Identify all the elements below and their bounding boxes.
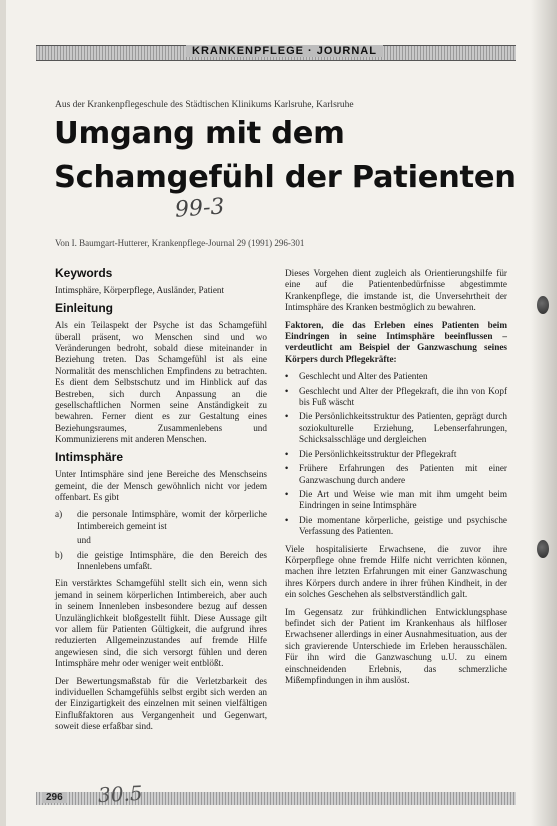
keywords-heading: Keywords bbox=[55, 266, 113, 280]
list-item bbox=[55, 550, 267, 573]
list-item bbox=[55, 535, 267, 546]
list-item bbox=[55, 509, 267, 532]
page-edge bbox=[0, 0, 6, 826]
title-line-2: Schamgefühl der Patienten bbox=[54, 160, 516, 195]
keywords-text: Intimsphäre, Körperpflege, Ausländer, Patient bbox=[55, 285, 225, 296]
paragraph: Viele hospitalisierte Erwachsene, die zuvor ihre Körperpflege ohne fremde Hilfe nicht verrichten können, machen ihre letzten Erfahrungen mit einer Ganzwaschung ihres Körpers durch andere in ihrer frühen Kindheit, in der ein solches Geschehen als selbstverständlich galt. bbox=[285, 543, 507, 600]
list-item bbox=[285, 515, 507, 538]
factors-intro: Faktoren, die das Erleben eines Patienten beim Eindringen in seine Intimsphäre beeinflussen – verdeutlicht am Beispiel der Ganzwaschung seines Körpers durch Pflegekräfte: bbox=[285, 319, 507, 364]
list-marker: a) bbox=[55, 509, 63, 520]
article-title bbox=[54, 112, 516, 200]
list-text: die geistige Intimsphäre, die den Bereich des Innenlebens umfaßt. bbox=[77, 549, 267, 571]
list-marker: b) bbox=[55, 549, 63, 560]
bullet-icon: • bbox=[285, 385, 289, 396]
bullet-text: Die momentane körperliche, geistige und psychische Verfassung des Patienten. bbox=[299, 514, 507, 537]
citation: Von I. Baumgart-Hutterer, Krankenpflege-Journal 29 (1991) 296-301 bbox=[55, 238, 305, 248]
bullet-icon: • bbox=[285, 463, 289, 474]
binder-hole bbox=[537, 296, 549, 314]
list-item bbox=[285, 411, 507, 445]
binder-hole bbox=[537, 540, 549, 558]
bullet-text: Die Art und Weise wie man mit ihm umgeht beim Eindringen in seine Intimsphäre bbox=[299, 488, 507, 511]
list-item bbox=[285, 449, 507, 460]
page-number: 296 bbox=[42, 792, 67, 803]
header-bar bbox=[36, 45, 516, 61]
bullet-text: Geschlecht und Alter der Pflegekraft, die ihn von Kopf bis Fuß wäscht bbox=[299, 385, 507, 408]
bullet-text: Geschlecht und Alter des Patienten bbox=[299, 371, 428, 382]
right-column bbox=[285, 268, 507, 692]
intro-text: Als ein Teilaspekt der Psyche ist das Schamgefühl überall präsent, wo Menschen sind und wo Veränderungen bedroht, sobald diese miteinander in Beziehung treten. Das Schamgefühl ist als eine Normalität des menschlichen Empfindens zu betrachten. Es dient dem Selbstschutz und im Hinblick auf das Bestreben, sich durch Anpassung an die gesellschaftlichen Normen seine Anständigkeit zu bewahren. Ferner dient es zur Gestaltung eines Beziehungsraumes, Zusammenlebens und Kommunizierens mit anderen Menschen. bbox=[55, 320, 267, 445]
bullet-text: Die Persönlichkeitsstruktur des Patienten, geprägt durch soziokulturelle Erziehung, Lebenserfahrungen, Schicksalsschläge und dergleichen bbox=[299, 411, 507, 445]
list-item bbox=[285, 463, 507, 486]
list-text: und bbox=[77, 535, 91, 546]
list-item bbox=[285, 386, 507, 409]
paragraph: Im Gegensatz zur frühkindlichen Entwicklungsphase befindet sich der Patient im Krankenhaus als hilfloser Erwachsener allerdings in einer Ausnahmesituation, aus der sich gravierende Unterschiede im Erleben herausschälen. Für ihn wird die Ganzwaschung u.U. zu einem einschneidenden Erlebnis, das schmerzliche Mißempfindungen in ihm auslöst. bbox=[285, 606, 507, 685]
list-item bbox=[285, 489, 507, 512]
paragraph: Der Bewertungsmaßstab für die Verletzbarkeit des individuellen Schamgefühls selbst ergibt sich werden an der Einzigartigkeit des einzelnen mit seinen vielfältigen Einflußfaktoren aus Vergangenheit und Gegenwart, soweit diese erfaßbar sind. bbox=[55, 675, 267, 732]
source-line: Aus der Krankenpflegeschule des Städtischen Klinikums Karlsruhe, Karlsruhe bbox=[55, 100, 354, 110]
paragraph: Ein verstärktes Schamgefühl stellt sich ein, wenn sich jemand in seinem körperlichen Intimbereich, aber auch in seinem Innenleben insbesondere bezug auf dessen Unzulänglichkeit bloßgestellt fühlt. Diese Aussage gilt vor allem für Patienten Gültigkeit, die aufgrund ihres reduzierten Allgemeinzustandes auf fremde Hilfe angewiesen sind, die sich versorgt fühlen und deren Intimsphäre mehr oder weniger weit entblößt. bbox=[55, 578, 267, 669]
bullet-icon: • bbox=[285, 448, 289, 459]
left-column bbox=[55, 268, 267, 739]
intro-heading: Einleitung bbox=[55, 300, 113, 315]
factors-list bbox=[285, 371, 507, 537]
handwritten-note: 99-3 bbox=[174, 194, 226, 223]
list-marker bbox=[55, 535, 77, 546]
page-fold-shadow bbox=[531, 0, 557, 826]
list-item bbox=[285, 371, 507, 382]
bullet-icon: • bbox=[285, 371, 289, 382]
definition-list bbox=[55, 509, 267, 572]
bullet-icon: • bbox=[285, 488, 289, 499]
bullet-text: Die Persönlichkeitsstruktur der Pflegekraft bbox=[299, 448, 457, 459]
journal-name: KRANKENPFLEGE · JOURNAL bbox=[186, 45, 383, 57]
intimsphaere-text: Unter Intimsphäre sind jene Bereiche des Menschseins gemeint, die der Mensch gewöhnlich nicht vor jedem offenbart. Es gibt bbox=[55, 469, 267, 502]
bullet-text: Frühere Erfahrungen des Patienten mit einer Ganzwaschung durch andere bbox=[299, 463, 507, 485]
handwritten-page-note: 30.5 bbox=[97, 780, 144, 808]
title-line-1: Umgang mit dem bbox=[54, 116, 345, 151]
paragraph: Dieses Vorgehen dient zugleich als Orientierungshilfe für eine auf die Patientenbedürfnisse abgestimmte Krankenpflege, die imstande ist, die Unversehrtheit der Intimsphäre des Kranken bestmöglich zu bewahren. bbox=[285, 268, 507, 313]
list-text: die personale Intimsphäre, womit der körperliche Intimbereich gemeint ist bbox=[77, 509, 267, 531]
bullet-icon: • bbox=[285, 514, 289, 525]
bullet-icon: • bbox=[285, 411, 289, 422]
intimsphaere-heading: Intimsphäre bbox=[55, 449, 124, 464]
